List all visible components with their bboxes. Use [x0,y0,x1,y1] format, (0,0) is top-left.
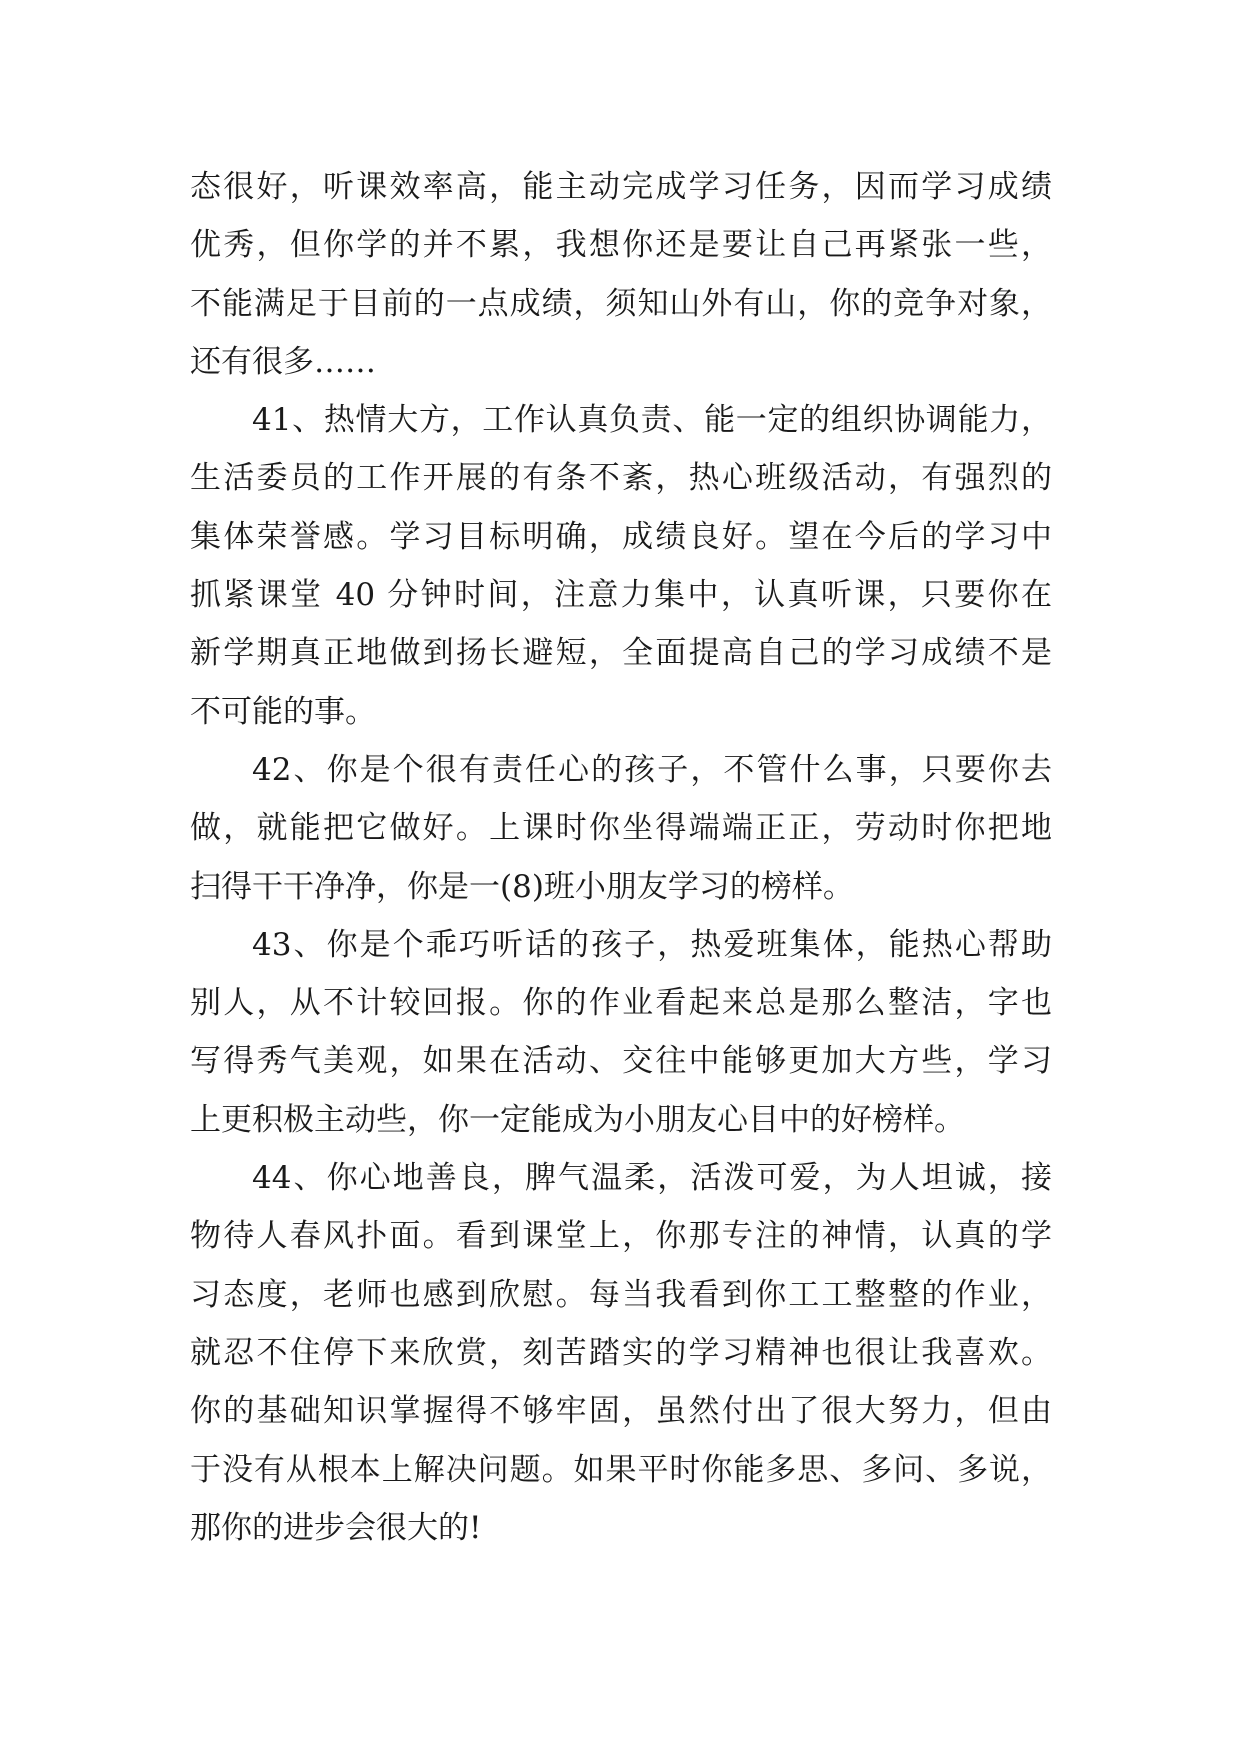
text-line: 写得秀气美观，如果在活动、交往中能够更加大方些，学习 [190,1043,1052,1080]
text-line: 不能满足于目前的一点成绩，须知山外有山，你的竞争对象， [190,285,1052,322]
paragraph-42 [190,741,1052,916]
paragraph-43 [190,916,1052,1149]
text-line: 习态度，老师也感到欣慰。每当我看到你工工整整的作业， [190,1276,1052,1313]
paragraph-continued [190,158,1052,391]
text-line: 生活委员的工作开展的有条不紊，热心班级活动，有强烈的 [190,460,1052,497]
text-line: 你的基础知识掌握得不够牢固，虽然付出了很大努力，但由 [190,1393,1052,1430]
paragraph-44 [190,1149,1052,1557]
text-line: 43、你是个乖巧听话的孩子，热爱班集体，能热心帮助 [252,926,1052,963]
text-line: 44、你心地善良，脾气温柔，活泼可爱，为人坦诚，接 [252,1160,1052,1197]
text-line: 那你的进步会很大的! [190,1509,482,1546]
text-line: 于没有从根本上解决问题。如果平时你能多思、多问、多说， [190,1451,1052,1488]
text-line: 集体荣誉感。学习目标明确，成绩良好。望在今后的学习中 [190,518,1052,555]
paragraph-41 [190,391,1052,741]
text-line: 扫得干干净净，你是一(8)班小朋友学习的榜样。 [190,868,854,905]
text-line: 还有很多…… [190,343,376,380]
text-line: 上更积极主动些，你一定能成为小朋友心目中的好榜样。 [190,1101,965,1138]
text-line: 态很好，听课效率高，能主动完成学习任务，因而学习成绩 [190,169,1052,205]
text-line: 物待人春风扑面。看到课堂上，你那专注的神情，认真的学 [190,1218,1052,1255]
text-line: 别人，从不计较回报。你的作业看起来总是那么整洁，字也 [190,985,1052,1022]
text-line: 不可能的事。 [190,693,376,730]
text-line: 41、热情大方，工作认真负责、能一定的组织协调能力， [252,402,1052,439]
text-line: 抓紧课堂 40 分钟时间，注意力集中，认真听课，只要你在 [190,577,1052,614]
document-body [190,158,1052,1557]
text-line: 就忍不住停下来欣赏，刻苦踏实的学习精神也很让我喜欢。 [190,1334,1052,1371]
text-line: 42、你是个很有责任心的孩子，不管什么事，只要你去 [252,751,1052,788]
text-line: 新学期真正地做到扬长避短，全面提高自己的学习成绩不是 [190,635,1052,672]
text-line: 做，就能把它做好。上课时你坐得端端正正，劳动时你把地 [190,810,1052,847]
text-line: 优秀，但你学的并不累，我想你还是要让自己再紧张一些， [190,227,1052,264]
